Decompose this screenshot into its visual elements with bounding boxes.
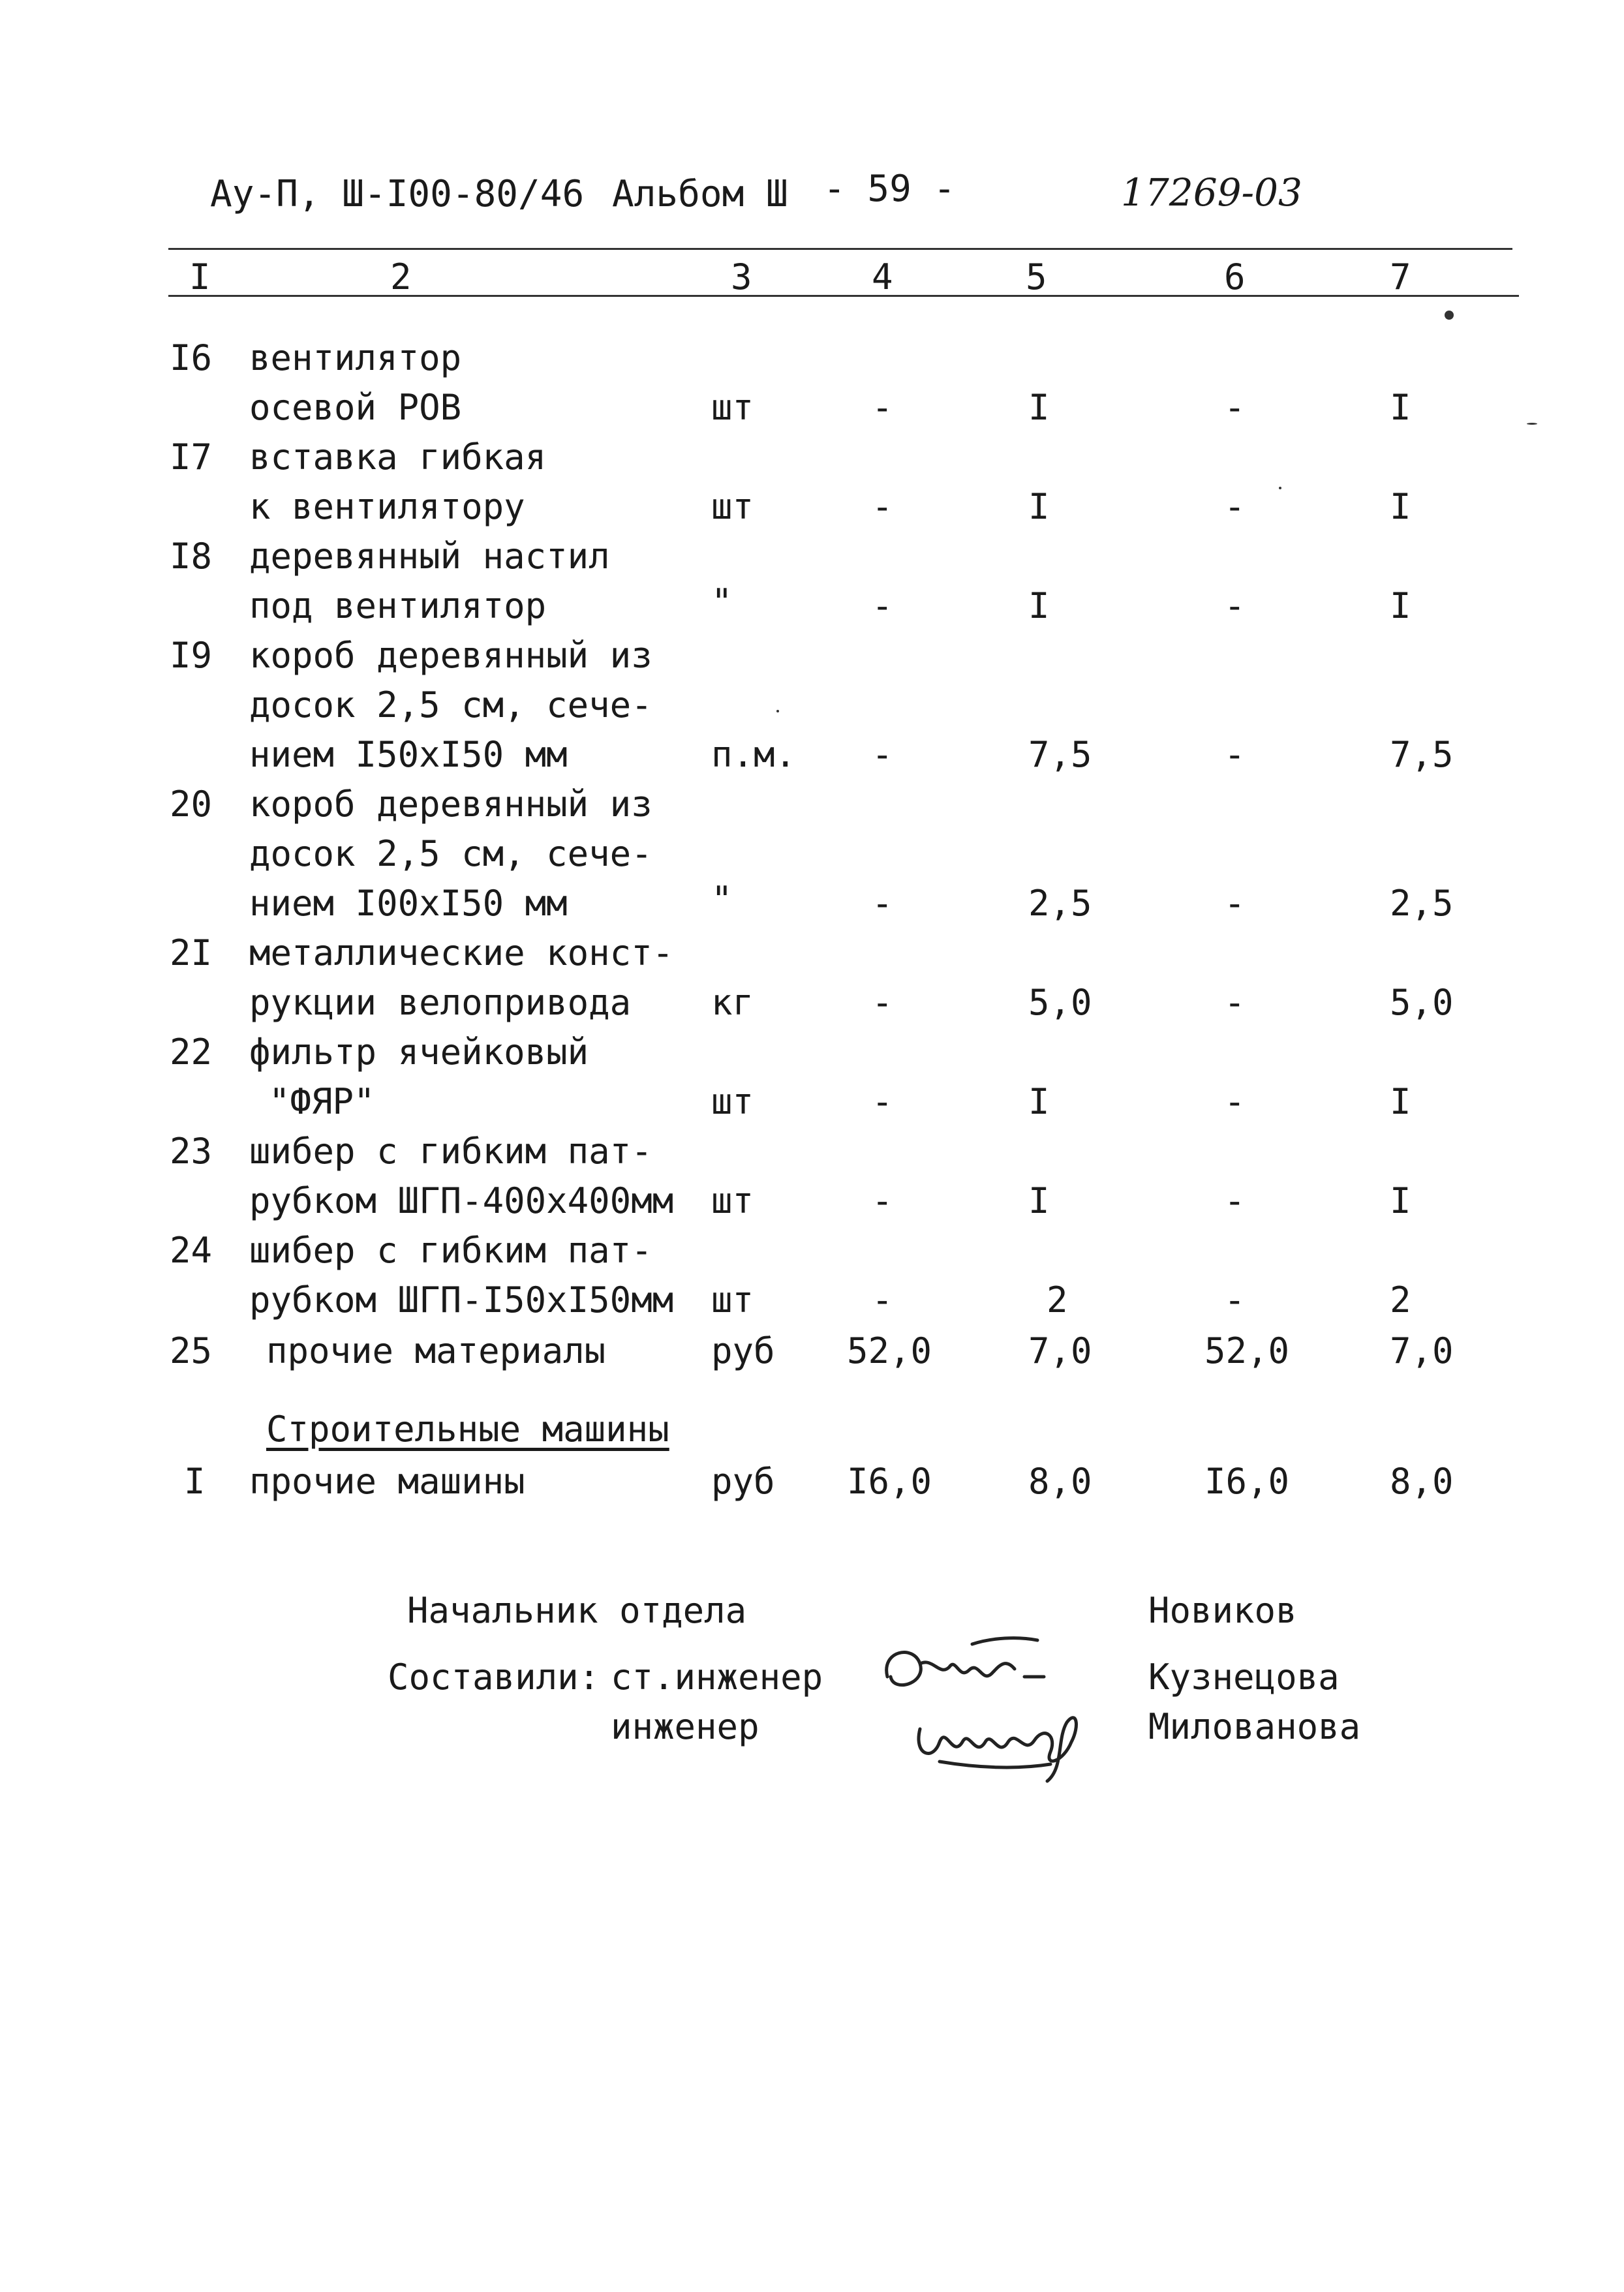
row-name-line: досок 2,5 см, сече- — [249, 833, 652, 874]
row-col7: 2,5 — [1390, 883, 1454, 924]
row-col7: I — [1390, 585, 1411, 626]
doc-code: Ау-П, Ш-I00-80/46 — [210, 173, 585, 215]
row-col7: 7,0 — [1390, 1330, 1454, 1371]
row-col5: 2,5 — [1028, 883, 1092, 924]
row-name-line: прочие машины — [249, 1461, 525, 1502]
row-col5: I — [1028, 585, 1050, 626]
row-col6: - — [1224, 486, 1246, 527]
row-col4: I6,0 — [847, 1461, 932, 1502]
row-name-line: рубком ШГП-400х400мм — [249, 1180, 674, 1221]
row-number: 25 — [170, 1330, 213, 1371]
row-number: I7 — [170, 436, 213, 478]
row-name-line: шибер с гибким пат- — [249, 1230, 652, 1271]
column-header-7: 7 — [1390, 256, 1411, 298]
row-unit: шт — [711, 1279, 754, 1321]
row-col7: 7,5 — [1390, 734, 1454, 775]
senior-engineer-name: Кузнецова — [1148, 1657, 1340, 1698]
row-col5: I — [1028, 486, 1050, 527]
row-col4: - — [872, 982, 893, 1023]
row-number: I8 — [170, 536, 213, 577]
scan-speck — [776, 710, 779, 712]
row-col5: I — [1028, 1081, 1050, 1122]
handwritten-signature-2 — [900, 1696, 1109, 1788]
row-number: I6 — [170, 337, 213, 378]
table-header-bottom-rule — [168, 295, 1519, 297]
head-of-department-name: Новиков — [1148, 1590, 1297, 1631]
row-unit: шт — [711, 1081, 754, 1122]
row-col4: - — [872, 387, 893, 428]
column-header-2: 2 — [390, 256, 412, 298]
row-col5: I — [1028, 387, 1050, 428]
column-header-5: 5 — [1026, 256, 1047, 298]
column-header-4: 4 — [872, 256, 893, 298]
row-unit: шт — [711, 1180, 754, 1221]
row-number: I — [184, 1461, 206, 1502]
row-number: 2I — [170, 932, 213, 973]
row-col5: 7,0 — [1028, 1330, 1092, 1371]
row-name-line: нием I50xI50 мм — [249, 734, 568, 775]
row-name-line: короб деревянный из — [249, 635, 652, 676]
row-col4: - — [872, 1081, 893, 1122]
row-unit: руб — [711, 1461, 775, 1502]
row-col4: - — [872, 734, 893, 775]
row-col4: - — [872, 585, 893, 626]
row-col6: - — [1224, 883, 1246, 924]
engineer-role: инженер — [611, 1706, 759, 1747]
registration-number: 17269-03 — [1121, 170, 1302, 215]
scan-speck — [1527, 423, 1537, 425]
row-col6: - — [1224, 1180, 1246, 1221]
scan-speck — [1445, 311, 1454, 320]
row-col7: I — [1390, 1180, 1411, 1221]
row-col7: I — [1390, 486, 1411, 527]
table-top-rule — [168, 248, 1512, 250]
row-col7: 2 — [1390, 1279, 1411, 1321]
row-col6: - — [1224, 982, 1246, 1023]
row-unit: " — [711, 879, 733, 920]
row-name-line: вставка гибкая — [249, 436, 547, 478]
row-unit: кг — [711, 982, 754, 1023]
row-col4: - — [872, 1279, 893, 1321]
row-name-line: к вентилятору — [249, 486, 525, 527]
album-label: Альбом Ш — [612, 173, 788, 215]
row-unit: п.м. — [711, 734, 797, 775]
scan-speck — [1279, 487, 1281, 489]
engineer-name: Милованова — [1148, 1706, 1361, 1747]
senior-engineer-role: ст.инженер — [611, 1657, 823, 1698]
row-name-line: рубком ШГП-I50xI50мм — [249, 1279, 674, 1321]
row-col7: I — [1390, 387, 1411, 428]
row-name-line: короб деревянный из — [249, 784, 652, 825]
page-number: - 59 - — [823, 168, 956, 210]
row-col5: 7,5 — [1028, 734, 1092, 775]
row-col4: 52,0 — [847, 1330, 932, 1371]
row-col6: 52,0 — [1204, 1330, 1290, 1371]
row-number: 23 — [170, 1131, 213, 1172]
compiled-by-label: Составили: — [388, 1657, 600, 1698]
row-unit: шт — [711, 486, 754, 527]
row-unit: шт — [711, 387, 754, 428]
row-name-line: металлические конст- — [249, 932, 674, 973]
row-number: I9 — [170, 635, 213, 676]
row-col7: 5,0 — [1390, 982, 1454, 1023]
row-name-line: рукции велопривода — [249, 982, 632, 1023]
row-name-line: под вентилятор — [249, 585, 547, 626]
machines-section-title: Строительные машины — [266, 1409, 669, 1450]
row-col5: 8,0 — [1028, 1461, 1092, 1502]
row-col5: I — [1028, 1180, 1050, 1221]
row-number: 22 — [170, 1031, 213, 1073]
row-name-line: вентилятор — [249, 337, 462, 378]
column-header-3: 3 — [731, 256, 752, 298]
row-col4: - — [872, 1180, 893, 1221]
column-header-6: 6 — [1224, 256, 1246, 298]
row-col7: 8,0 — [1390, 1461, 1454, 1502]
row-col7: I — [1390, 1081, 1411, 1122]
row-name-line: прочие материалы — [266, 1330, 606, 1371]
row-name-line: досок 2,5 см, сече- — [249, 684, 652, 726]
row-name-line: осевой РОВ — [249, 387, 462, 428]
row-col6: - — [1224, 1279, 1246, 1321]
column-header-1: I — [189, 256, 211, 298]
row-col4: - — [872, 486, 893, 527]
row-unit: " — [711, 581, 733, 622]
row-number: 20 — [170, 784, 213, 825]
row-col6: - — [1224, 734, 1246, 775]
head-of-department-label: Начальник отдела — [407, 1590, 747, 1631]
row-name-line: фильтр ячейковый — [249, 1031, 589, 1073]
row-col4: - — [872, 883, 893, 924]
row-name-line: нием I00xI50 мм — [249, 883, 568, 924]
row-number: 24 — [170, 1230, 213, 1271]
row-col5: 5,0 — [1028, 982, 1092, 1023]
row-name-line: деревянный настил — [249, 536, 610, 577]
row-col6: - — [1224, 1081, 1246, 1122]
row-name-line: шибер с гибким пат- — [249, 1131, 652, 1172]
row-name-line: "ФЯР" — [269, 1081, 375, 1122]
row-col5: 2 — [1047, 1279, 1068, 1321]
row-col6: - — [1224, 585, 1246, 626]
row-unit: руб — [711, 1330, 775, 1371]
row-col6: I6,0 — [1204, 1461, 1290, 1502]
row-col6: - — [1224, 387, 1246, 428]
